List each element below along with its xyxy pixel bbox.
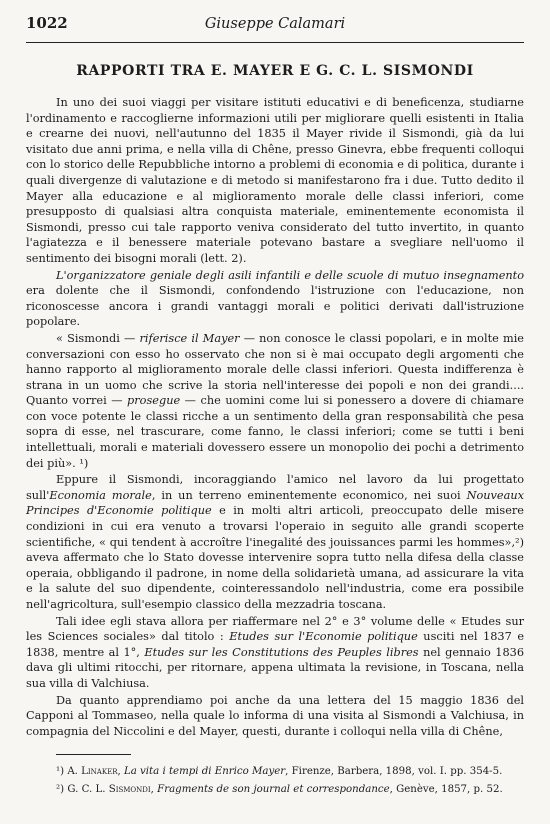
text-part: , in un terreno eminentemente economico, nei suoi	[151, 488, 467, 502]
quote-part: — non conosce le classi popolari, e in molte mie conversazioni con esso ho osservato che non si è mai occupato degli argomenti che hanno rapporto al miglioramento morale delle classi inferiori. Questa indifferenza è strana in un uomo che scrive la storia nell'interesse dei popoli e non dei grandi.... Quanto vorrei —	[26, 331, 524, 408]
footnote-title: La vita i tempi di Enrico Mayer	[123, 766, 286, 778]
footnote-text: , Firenze, Barbera, 1898, vol. I. pp. 354-5.	[285, 766, 503, 778]
running-head: Giuseppe Calamari	[204, 16, 346, 32]
footnote-2: ²) G. C. L. Sismondi, Fragments de son journal et correspondance, Genève, 1857, p. 52.	[56, 784, 503, 796]
page-header	[26, 14, 524, 43]
text-part: e in molti altri articoli, preoccupato delle misere condizioni in cui era venuto a trovarsi l'operaio in seguito alle grandi scoperte scientifiche, « qui tendent à accroître l'inegalité des jouissances parmi les hommes»,²) aveva affermato che lo Stato dovesse intervenire sopra tutto nella difesa della classe operaia, obbligando il padrone, in nome della solidarietà umana, ad assicurare la vita e la salute del suo dipendente, cointeressandolo nell'industria, come era possibile nell'agricoltura, sull'esempio classico della mezzadria toscana.	[26, 504, 524, 611]
paragraph-2-text: era dolente che il Sismondi, confondendo l'istruzione con l'educazione, non riconoscesse ancora i grandi vantaggi morali e politici derivati dall'istruzione popolare.	[26, 284, 524, 329]
book-title: Nouveaux Principes d'Economie politique	[26, 488, 524, 518]
quote-part: « Sismondi —	[56, 331, 140, 345]
paragraph-2-italic: L'organizzatore geniale degli asili infantili e delle scuole di mutuo insegnamento	[56, 268, 524, 282]
quote-aside: riferisce il Mayer	[139, 331, 240, 345]
paragraph-3-quote	[26, 331, 524, 471]
book-title: Etudes sur les Constitutions des Peuples libres	[144, 645, 419, 659]
paragraph-2	[26, 268, 524, 330]
footnote-text: , Genève, 1857, p. 52.	[389, 784, 503, 796]
footnote-number: ¹)	[56, 766, 65, 778]
page-number: 1022	[26, 14, 68, 32]
footnote-author: G. C. L. Sismondi	[67, 784, 151, 796]
text-part: Tali idee egli stava allora per riaffermare nel 2° e 3° volume delle « Etudes sur les Sciences sociales» dal titolo :	[26, 614, 524, 644]
paragraph-4	[26, 472, 524, 612]
paragraph-6	[26, 693, 524, 740]
article-title: RAPPORTI TRA E. MAYER E G. C. L. SISMONDI	[76, 63, 474, 79]
text-part: Eppure il Sismondi, incoraggiando l'amico nel lavoro da lui progettato sull'	[26, 473, 524, 502]
text-part: usciti nel 1837 e 1838, mentre al 1°,	[26, 630, 525, 659]
quote-part: — che uomini come lui si ponessero a dovere di chiamare con voce potente le classi ricche a un sentimento della gran responsabilità che pesa sopra di esse, nel trascurare, come fanno, le classi inferiori; come se tutti i beni intellettuali, morali e materiali dovessero essere un monopolio dei pochi a detrimento dei più». ¹)	[26, 394, 524, 470]
footnote-title: Fragments de son journal et correspondance	[157, 784, 390, 796]
footnote-1: ¹) A. Linaker, La vita i tempi di Enrico Mayer, Firenze, Barbera, 1898, vol. I. pp. 354-5.	[56, 766, 503, 778]
book-title: Economia morale	[49, 488, 152, 502]
quote-aside: prosegue	[127, 394, 181, 408]
text-part: nel gennaio 1836 dava gli ultimi ritocchi, per ritornare, appena ultimata la revisione, in Toscana, nella sua villa di Valchiusa.	[26, 645, 525, 690]
paragraph-5	[26, 614, 524, 692]
paragraph-1: In uno dei suoi viaggi per visitare istituti educativi e di beneficenza, studiarne l'ordinamento e raccoglierne informazioni utili per migliorare quelli esistenti in Italia e crearne dei nuovi, nell'autunno del 1835 il Mayer rivide il Sismondi, già da lui visitato due anni prima, e nella villa di Chêne, presso Ginevra, ebbe frequenti colloqui con lo storico delle Repubbliche intorno a problemi di economia e di politica, durante i quali divergenze di valutazione e di metodo si manifestarono fra i due. Tutto dedito il Mayer alla educazione e al miglioramento morale delle classi inferiori, come presupposto di qualsiasi altra conquista materiale, eminentemente economista il Sismondi, presso cui tale rapporto veniva considerato del tutto invertito, in quanto l'agiatezza e il benessere materiale potevano bastare a svegliare nell'uomo il sentimento dei bisogni morali (lett. 2).	[26, 96, 524, 265]
footnote-author: A. Linaker	[67, 766, 118, 778]
text-part: Da quanto apprendiamo poi anche da una lettera del 15 maggio 1836 del Capponi al Tommaseo, nella quale lo informa di una visita al Sismondi a Valchiusa, in compagnia del Niccolini e del Mayer, questi, durante i colloqui nella villa di Chêne,	[26, 693, 524, 738]
footnote-number: ²)	[56, 784, 65, 796]
footnote-separator	[56, 754, 131, 755]
book-title: Etudes sur l'Economie politique	[229, 630, 418, 644]
